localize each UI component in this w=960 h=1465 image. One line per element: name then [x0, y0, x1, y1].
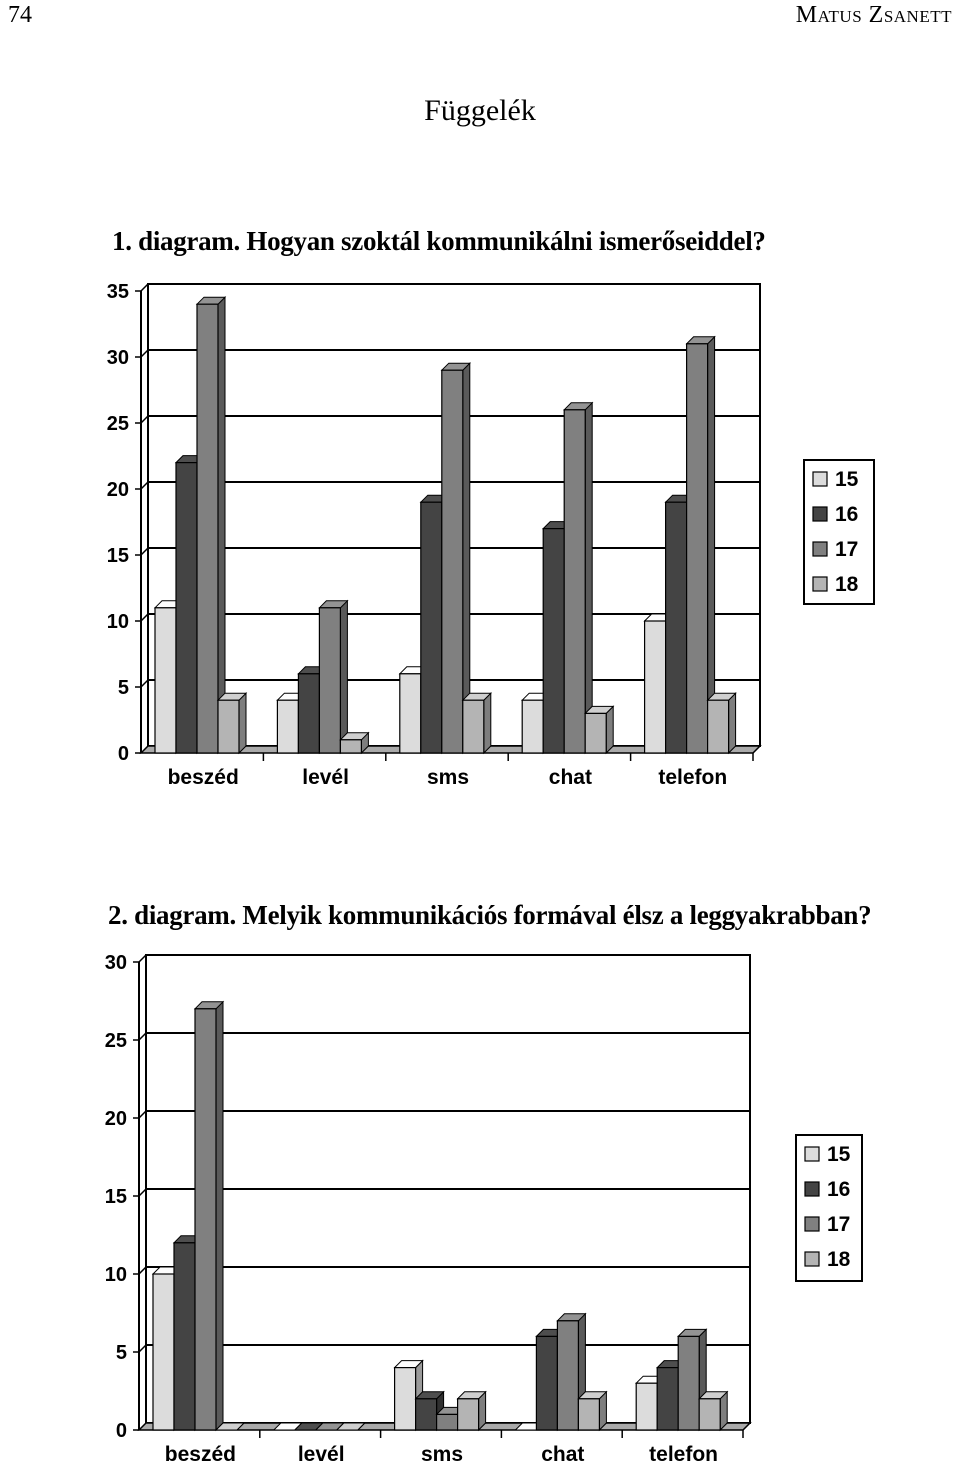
chart-1-category-label: levél: [302, 766, 349, 789]
chart-1-legend-label-18: 18: [835, 573, 859, 596]
chart-2-bar-5-18: [699, 1392, 727, 1430]
chart-2-legend-label-15: 15: [827, 1143, 851, 1166]
chart-2-ytick-label: 25: [104, 1030, 127, 1052]
chart-1-bar-3-17: [442, 363, 470, 753]
chart-2-category-label: sms: [420, 1443, 464, 1465]
chart-2-category-label: chat: [541, 1443, 585, 1465]
chart-2-grid-diag: [139, 1189, 146, 1196]
chart-1-wall-top: [141, 284, 148, 291]
chart-2-ytick-label: 0: [115, 1420, 127, 1442]
chart-1-grid-diag: [141, 614, 148, 621]
chart-2-wall-top: [139, 955, 146, 962]
chart-1-title: 1. diagram. Hogyan szoktál kommunikálni ismerőseiddel?: [112, 226, 766, 256]
chart-1-grid-diag: [141, 350, 148, 357]
chart-1-ytick-label: 10: [106, 611, 129, 633]
chart-2-legend-swatch-16: [805, 1182, 819, 1196]
chart-1-bar-3-18: [463, 693, 491, 753]
chart-1-category-label: beszéd: [167, 766, 239, 789]
chart-2-legend: [796, 1135, 862, 1281]
chart-2-legend-swatch-18: [805, 1252, 819, 1266]
chart-1: [0, 270, 960, 810]
chart-1-bar-5-18: [708, 693, 736, 753]
author-last-rest: SANETT: [883, 7, 952, 26]
chart-1-ytick-label: 5: [117, 677, 129, 699]
chart-1-grid-diag: [141, 416, 148, 423]
author-first-initial: M: [795, 2, 818, 28]
chart-1-ytick-label: 15: [106, 545, 129, 567]
chart-2-ytick-label: 10: [104, 1264, 127, 1286]
chart-1-grid-diag: [141, 548, 148, 555]
chart-2-grid-diag: [139, 1111, 146, 1118]
author-first-rest: ATUS: [817, 7, 863, 26]
section-title: Függelék: [424, 94, 536, 127]
chart-1-category-label: telefon: [658, 766, 728, 789]
chart-2-grid-diag: [139, 1345, 146, 1352]
chart-1-legend-swatch-18: [813, 577, 827, 591]
chart-1-bar-2-18: [340, 733, 368, 753]
chart-1-bar-5-17: [687, 337, 715, 753]
chart-2-category-label: levél: [297, 1443, 345, 1465]
chart-1-bar-4-18: [585, 706, 613, 753]
chart-2-grid-diag: [139, 1033, 146, 1040]
chart-1-category-label: chat: [548, 766, 592, 789]
chart-2-legend-label-16: 16: [827, 1178, 851, 1201]
chart-1-bar-2-17: [319, 601, 347, 753]
chart-2-category-label: beszéd: [164, 1443, 237, 1465]
chart-2: [0, 945, 960, 1465]
chart-1-ytick-label: 20: [106, 479, 129, 501]
running-head: [796, 2, 952, 29]
chart-1-legend: [804, 460, 874, 604]
chart-2-title: 2. diagram. Melyik kommunikációs formával élsz a leggyakrabban?: [108, 900, 872, 930]
chart-2-bar-4-18: [578, 1392, 606, 1430]
chart-1-bar-1-18: [218, 693, 246, 753]
chart-1-legend-swatch-16: [813, 507, 827, 521]
chart-2-ytick-label: 15: [104, 1186, 127, 1208]
chart-1-bar-4-17: [564, 403, 592, 753]
chart-1-ytick-label: 25: [106, 413, 129, 435]
chart-2-legend-label-18: 18: [827, 1248, 851, 1271]
chart-1-legend-label-17: 17: [835, 538, 859, 561]
chart-1-legend-swatch-15: [813, 472, 827, 486]
chart-1-ytick-label: 0: [117, 743, 129, 765]
chart-2-grid-diag: [139, 1267, 146, 1274]
chart-1-ytick-label: 35: [106, 281, 129, 303]
chart-2-legend-swatch-15: [805, 1147, 819, 1161]
chart-2-legend-label-17: 17: [827, 1213, 851, 1236]
author-last-initial: Z: [868, 2, 884, 28]
chart-2-bar-3-18: [458, 1392, 486, 1430]
page-number: 74: [8, 2, 32, 28]
chart-1-ytick-label: 30: [106, 347, 129, 369]
chart-1-category-label: sms: [426, 766, 470, 789]
chart-1-grid-diag: [141, 482, 148, 489]
chart-1-legend-label-15: 15: [835, 468, 859, 491]
chart-2-ytick-label: 5: [115, 1342, 127, 1364]
chart-2-bar-1-17: [195, 1002, 223, 1430]
chart-2-ytick-label: 20: [104, 1108, 127, 1130]
chart-2-category-label: telefon: [649, 1443, 719, 1465]
chart-1-legend-label-16: 16: [835, 503, 859, 526]
chart-1-grid-diag: [141, 680, 148, 687]
chart-2-ytick-label: 30: [104, 952, 127, 974]
chart-1-bar-1-17: [197, 297, 225, 753]
chart-1-legend-swatch-17: [813, 542, 827, 556]
chart-2-legend-swatch-17: [805, 1217, 819, 1231]
